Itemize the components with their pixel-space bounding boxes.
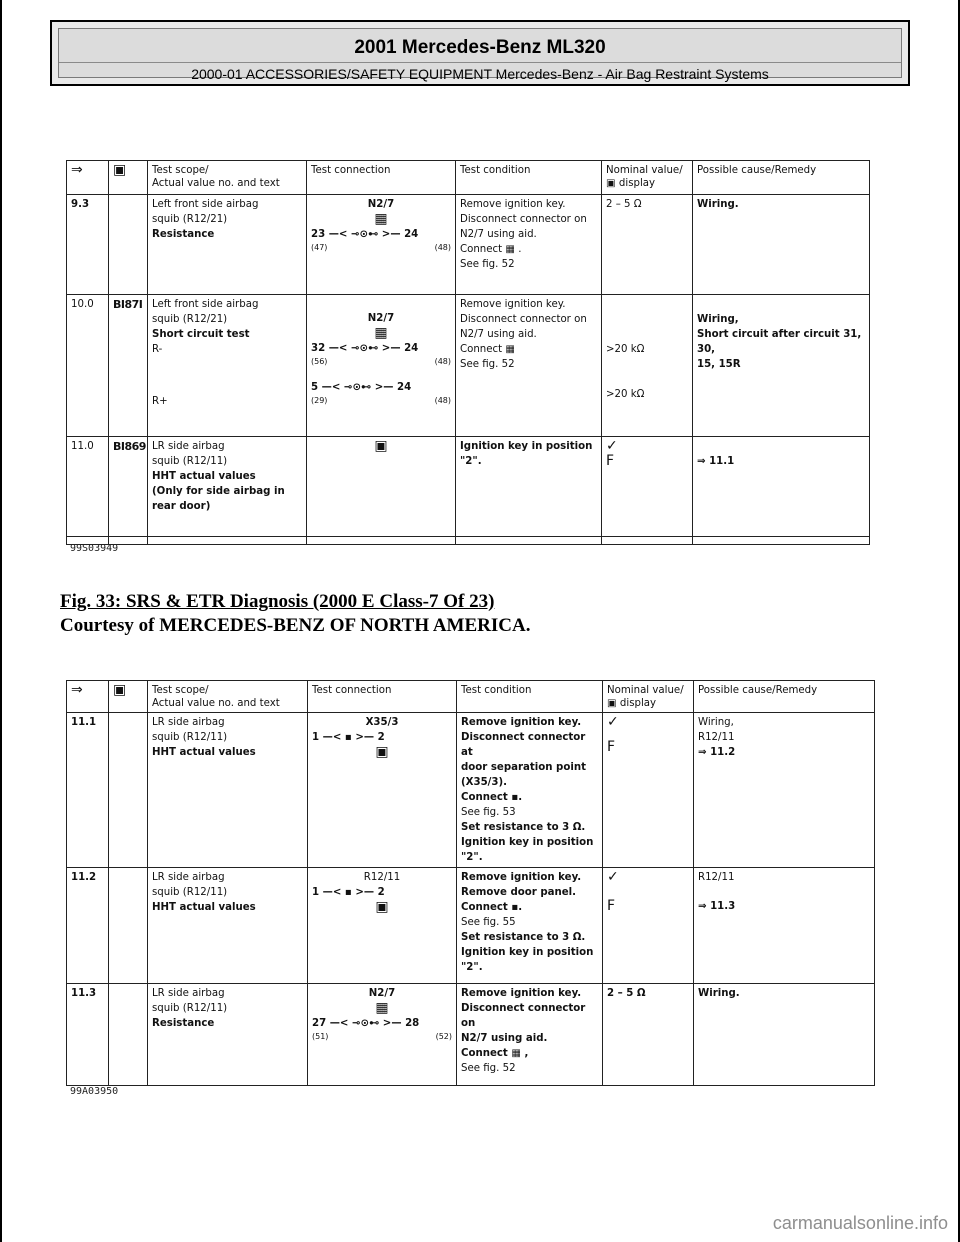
connection-cell: N2/7 ▦ 23 —< ⊸⊙⊷ >— 24 (47) (48) bbox=[307, 195, 456, 295]
table-row bbox=[67, 195, 870, 295]
step-number: 9.3 bbox=[67, 195, 109, 295]
remedy-cell: R12/11 ⇒ 11.3 bbox=[694, 868, 875, 984]
code-cell bbox=[109, 868, 148, 984]
scope-cell: Left front side airbag squib (R12/21) Short circuit test R- R+ bbox=[148, 295, 307, 437]
nominal-cell: 2 – 5 Ω bbox=[603, 984, 694, 1086]
condition-cell: Remove ignition key. Disconnect connector on N2/7 using aid. Connect ▦ , See fig. 52 bbox=[457, 984, 603, 1086]
connection-cell: R12/11 1 —< ▪ >— 2 ▣ bbox=[308, 868, 457, 984]
scope-cell: LR side airbag squib (R12/11) Resistance bbox=[148, 984, 308, 1086]
hht-icon: ▣ bbox=[607, 698, 617, 709]
scope-cell: LR side airbag squib (R12/11) HHT actual values (Only for side airbag in rear door) bbox=[148, 437, 307, 537]
figure-id: 99S03949 bbox=[70, 543, 119, 554]
header-inner-panel bbox=[58, 28, 902, 82]
document-title: 2001 Mercedes-Benz ML320 bbox=[354, 37, 606, 58]
scope-cell: LR side airbag squib (R12/11) HHT actual values bbox=[148, 868, 308, 984]
checkmark-icon: ✓ bbox=[607, 714, 619, 730]
step-number: 11.0 bbox=[67, 437, 109, 537]
step-number: 10.0 bbox=[67, 295, 109, 437]
connection-cell bbox=[307, 437, 456, 537]
code-cell bbox=[109, 713, 148, 868]
hht-icon-header bbox=[109, 681, 148, 713]
remedy-cell: Wiring. bbox=[694, 984, 875, 1086]
caption-title: Fig. 33: SRS & ETR Diagnosis (2000 E Class-7 Of 23) bbox=[60, 591, 495, 612]
arrow-header: ⇒ bbox=[67, 161, 109, 195]
condition-cell: Remove ignition key. Remove door panel. Connect ▪. See fig. 55 Set resistance to 3 Ω. Ignition key in position "2". bbox=[457, 868, 603, 984]
connection-cell: X35/3 1 —< ▪ >— 2 ▣ bbox=[308, 713, 457, 868]
diagnosis-table-2 bbox=[66, 680, 875, 1086]
nominal-cell: ✓ F bbox=[603, 713, 694, 868]
code-cell: BI87I bbox=[109, 295, 148, 437]
table-header-row bbox=[67, 161, 870, 195]
header-divider bbox=[59, 62, 901, 63]
table-header-row bbox=[67, 681, 875, 713]
caption-courtesy: Courtesy of MERCEDES-BENZ OF NORTH AMERICA. bbox=[60, 615, 531, 636]
nominal-cell: 2 – 5 Ω bbox=[602, 195, 693, 295]
document-header bbox=[50, 20, 910, 86]
condition-header: Test condition bbox=[457, 681, 603, 713]
condition-cell: Ignition key in position "2". bbox=[456, 437, 602, 537]
remedy-cell: ⇒ 11.1 bbox=[693, 437, 870, 537]
connection-cell: N2/7 ▦ 32 —< ⊸⊙⊷ >— 24 (56) (48) 5 —< ⊸⊙⊷ >— 24 (29) (48) bbox=[307, 295, 456, 437]
scope-header: Test scope/ Actual value no. and text bbox=[148, 161, 307, 195]
figure-caption bbox=[60, 590, 530, 638]
diagnosis-table-1 bbox=[66, 160, 870, 545]
document-subtitle: 2000-01 ACCESSORIES/SAFETY EQUIPMENT Mercedes-Benz - Air Bag Restraint Systems bbox=[191, 66, 769, 82]
hht-icon: ▣ bbox=[606, 178, 616, 189]
nominal-cell: ✓ F bbox=[603, 868, 694, 984]
hht-icon: ▣ bbox=[113, 682, 127, 698]
checkmark-icon: ✓ bbox=[607, 869, 619, 885]
table-row bbox=[67, 437, 870, 537]
scope-cell: Left front side airbag squib (R12/21) Resistance bbox=[148, 195, 307, 295]
remedy-header: Possible cause/Remedy bbox=[693, 161, 870, 195]
tester-icon: ▦ bbox=[375, 1000, 389, 1016]
condition-cell: Remove ignition key. Disconnect connector on N2/7 using aid. Connect ▦ . See fig. 52 bbox=[456, 195, 602, 295]
hht-icon: ▣ bbox=[113, 162, 127, 178]
connection-cell: N2/7 ▦ 27 —< ⊸⊙⊷ >— 28 (51) (52) bbox=[308, 984, 457, 1086]
scope-header: Test scope/ Actual value no. and text bbox=[148, 681, 308, 713]
table-row bbox=[67, 868, 875, 984]
nominal-cell: ✓ F bbox=[602, 437, 693, 537]
table-row bbox=[67, 713, 875, 868]
remedy-cell: Wiring. bbox=[693, 195, 870, 295]
remedy-cell: Wiring, R12/11 ⇒ 11.2 bbox=[694, 713, 875, 868]
hht-icon: ▣ bbox=[374, 438, 388, 454]
page-left-border bbox=[0, 0, 2, 1242]
arrow-header: ⇒ bbox=[67, 681, 109, 713]
table-row bbox=[67, 295, 870, 437]
tester-icon: ▦ bbox=[374, 325, 388, 341]
connection-header: Test connection bbox=[307, 161, 456, 195]
table-row bbox=[67, 984, 875, 1086]
hht-icon: ▣ bbox=[375, 744, 389, 760]
watermark: carmanualsonline.info bbox=[772, 1213, 948, 1233]
condition-header: Test condition bbox=[456, 161, 602, 195]
step-number: 11.2 bbox=[67, 868, 109, 984]
hht-icon-header bbox=[109, 161, 148, 195]
code-cell bbox=[109, 984, 148, 1086]
step-number: 11.1 bbox=[67, 713, 109, 868]
remedy-cell: Wiring, Short circuit after circuit 31, 30, 15, 15R bbox=[693, 295, 870, 437]
scope-cell: LR side airbag squib (R12/11) HHT actual values bbox=[148, 713, 308, 868]
condition-cell: Remove ignition key. Disconnect connector at door separation point (X35/3). Connect ▪. See fig. 53 Set resistance to 3 Ω. Ignition key in position "2". bbox=[457, 713, 603, 868]
tester-icon: ▦ bbox=[374, 211, 388, 227]
table-row bbox=[67, 537, 870, 545]
remedy-header: Possible cause/Remedy bbox=[694, 681, 875, 713]
condition-cell: Remove ignition key. Disconnect connector on N2/7 using aid. Connect ▦ See fig. 52 bbox=[456, 295, 602, 437]
step-number: 11.3 bbox=[67, 984, 109, 1086]
checkmark-icon: ✓ bbox=[606, 438, 618, 454]
nominal-header: Nominal value/ ▣ display bbox=[603, 681, 694, 713]
code-cell: BI869 bbox=[109, 437, 148, 537]
hht-icon: ▣ bbox=[375, 899, 389, 915]
connection-header: Test connection bbox=[308, 681, 457, 713]
nominal-header: Nominal value/ ▣ display bbox=[602, 161, 693, 195]
nominal-cell: >20 kΩ >20 kΩ bbox=[602, 295, 693, 437]
figure-id: 99A03950 bbox=[70, 1086, 119, 1097]
code-cell bbox=[109, 195, 148, 295]
